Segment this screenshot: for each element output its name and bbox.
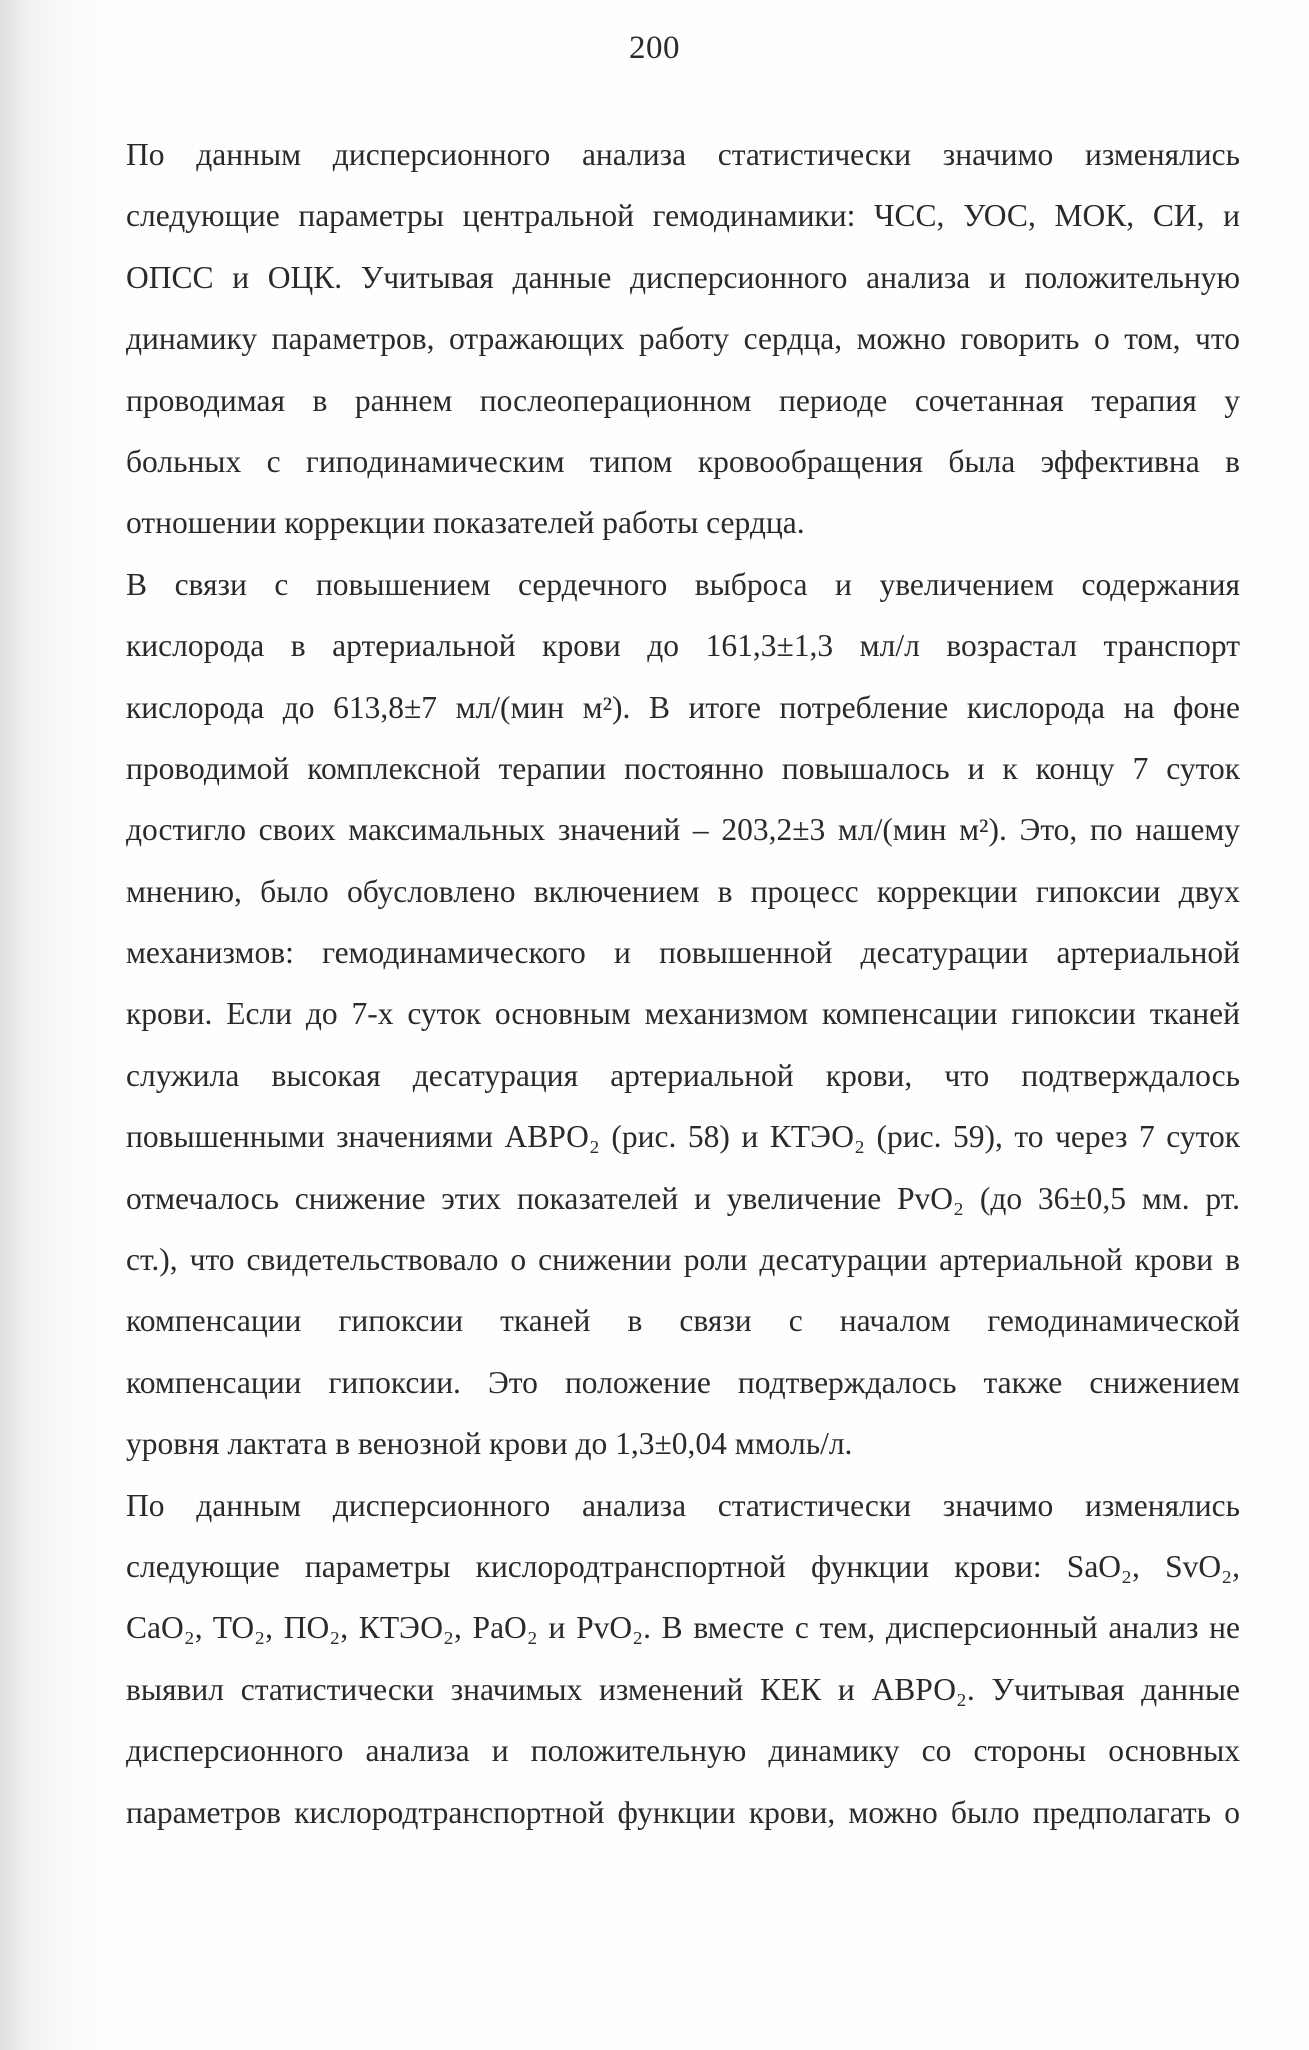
text-line: отношении коррекции показателей работы сердца.	[126, 505, 805, 541]
text-line: CaO₂, TO₂, ПО₂, КТЭО₂, PaO₂ и PvO₂. В вместе с тем, дисперсионный анализ не	[126, 1610, 1240, 1646]
text-line: динамику параметров, отражающих работу сердца, можно говорить о том, что	[126, 321, 1240, 357]
paragraph-3	[126, 1475, 1240, 1843]
text-line: мнению, было обусловлено включением в процесс коррекции гипоксии двух	[126, 873, 1240, 909]
text-line: По данным дисперсионного анализа статистически значимо изменялись	[126, 1487, 1240, 1523]
text-line: компенсации гипоксии тканей в связи с началом гемодинамической	[126, 1303, 1240, 1339]
text-line: кислорода до 613,8±7 мл/(мин м²). В итоге потребление кислорода на фоне	[126, 689, 1240, 725]
text-line: параметров кислородтранспортной функции крови, можно было предполагать о	[126, 1794, 1240, 1830]
page-number: 200	[629, 30, 680, 66]
paragraph-2	[126, 554, 1240, 1475]
text-line: служила высокая десатурация артериальной крови, что подтверждалось	[126, 1057, 1240, 1093]
text-line: компенсации гипоксии. Это положение подтверждалось также снижением	[126, 1364, 1240, 1400]
text-line: выявил статистически значимых изменений КЕК и АВРО₂. Учитывая данные	[126, 1671, 1240, 1707]
text-line: механизмов: гемодинамического и повышенной десатурации артериальной	[126, 935, 1240, 971]
text-line: крови. Если до 7-х суток основным механизмом компенсации гипоксии тканей	[126, 996, 1240, 1032]
text-line: достигло своих максимальных значений – 203,2±3 мл/(мин м²). Это, по нашему	[126, 812, 1240, 848]
text-line: следующие параметры центральной гемодинамики: ЧСС, УОС, МОК, СИ, и	[126, 198, 1240, 234]
text-line: ст.), что свидетельствовало о снижении роли десатурации артериальной крови в	[126, 1242, 1240, 1278]
text-line: дисперсионного анализа и положительную динамику со стороны основных	[126, 1733, 1240, 1769]
text-line: кислорода в артериальной крови до 161,3±1,3 мл/л возрастал транспорт	[126, 628, 1240, 664]
paragraph-1	[126, 124, 1240, 554]
document-body	[126, 124, 1240, 1843]
text-line: проводимая в раннем послеоперационном периоде сочетанная терапия у	[126, 382, 1240, 418]
text-line: По данным дисперсионного анализа статистически значимо изменялись	[126, 137, 1240, 172]
text-line: повышенными значениями АВРО₂ (рис. 58) и КТЭО₂ (рис. 59), то через 7 суток	[126, 1119, 1240, 1155]
text-line: следующие параметры кислородтранспортной функции крови: SaO₂, SvO₂,	[126, 1548, 1240, 1584]
text-line: больных с гиподинамическим типом кровообращения была эффективна в	[126, 443, 1240, 479]
text-line: ОПСС и ОЦК. Учитывая данные дисперсионного анализа и положительную	[126, 259, 1240, 295]
binding-shadow	[0, 0, 120, 2050]
text-line: уровня лактата в венозной крови до 1,3±0,04 ммоль/л.	[126, 1426, 853, 1462]
text-line: проводимой комплексной терапии постоянно повышалось и к концу 7 суток	[126, 750, 1240, 786]
text-line: отмечалось снижение этих показателей и увеличение PvO₂ (до 36±0,5 мм. рт.	[126, 1180, 1240, 1216]
text-line: В связи с повышением сердечного выброса и увеличением содержания	[126, 566, 1240, 602]
